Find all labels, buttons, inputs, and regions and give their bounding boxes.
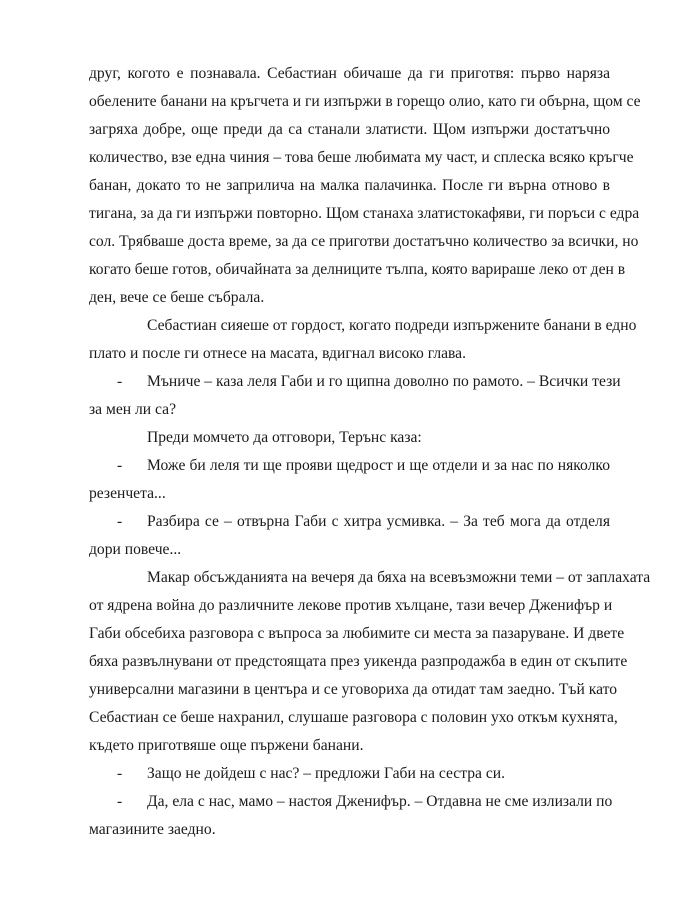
text-line: където приготвяше още пържени банани. [89,737,364,754]
dialog-dash: - [117,793,123,810]
text-line: загряха добре, още преди да са станали златисти. Щом изпържи достатъчно [89,121,610,138]
text-line: Габи обсебиха разговора с въпроса за любимите си места за пазаруване. И двете [89,625,625,642]
text-line: плато и после ги отнесе на масата, вдигнал високо глава. [89,345,466,362]
text-line: когато беше готов, обичайната за делниците тълпа, която варираше леко от ден в [89,261,626,278]
text-line: количество, взе една чиния – това беше любимата му част, и сплеска всяко кръгче [89,149,634,166]
text-line: резенчета... [89,485,166,502]
text-line: дори повече... [89,541,182,558]
text-line: Да, ела с нас, мамо – настоя Дженифър. – Отдавна не сме излизали по [147,793,613,810]
dialog-dash: - [117,373,123,390]
dialog-dash: - [117,457,123,474]
text-line: магазините заедно. [89,821,216,838]
text-line: обелените банани на кръгчета и ги изпържи в горещо олио, като ги обърна, щом се [89,93,641,110]
text-line: банан, докато то не заприлича на малка палачинка. После ги върна отново в [89,177,610,194]
text-line: универсални магазини в центъра и се уговориха да отидат там заедно. Тъй като [89,681,617,698]
text-line: Себастиан сияеше от гордост, когато подреди изпържените банани в едно [147,317,637,334]
dialog-dash: - [117,513,123,530]
text-line: Макар обсъжданията на вечеря да бяха на всевъзможни теми – от заплахата [147,569,651,586]
dialog-dash: - [117,765,123,782]
text-line: Защо не дойдеш с нас? – предложи Габи на сестра си. [147,765,505,782]
text-line: тигана, за да ги изпържи повторно. Щом станаха златистокафяви, ги поръси с едра [89,205,640,222]
text-line: Мъниче – каза леля Габи и го щипна доволно по рамото. – Всички тези [147,373,621,390]
text-line: за мен ли са? [89,401,176,418]
text-line: Себастиан се беше нахранил, слушаше разговора с половин ухо откъм кухнята, [89,709,618,726]
text-line: сол. Трябваше доста време, за да се приготви достатъчно количество за всички, но [89,233,639,250]
text-line: бяха развълнувани от предстоящата през уикенда разпродажба в един от скъпите [89,653,628,670]
text-line: Преди момчето да отговори, Терънс каза: [147,429,422,446]
text-line: от ядрена война до различните лекове против хълцане, тази вечер Дженифър и [89,597,613,614]
text-line: ден, вече се беше събрала. [89,289,265,306]
text-line: Може би леля ти ще прояви щедрост и ще отдели и за нас по няколко [147,457,610,474]
text-line: Разбира се – отвърна Габи с хитра усмивка. – За теб мога да отделя [147,513,610,530]
text-line: друг, когото е познавала. Себастиан обичаше да ги приготвя: първо наряза [89,65,610,82]
